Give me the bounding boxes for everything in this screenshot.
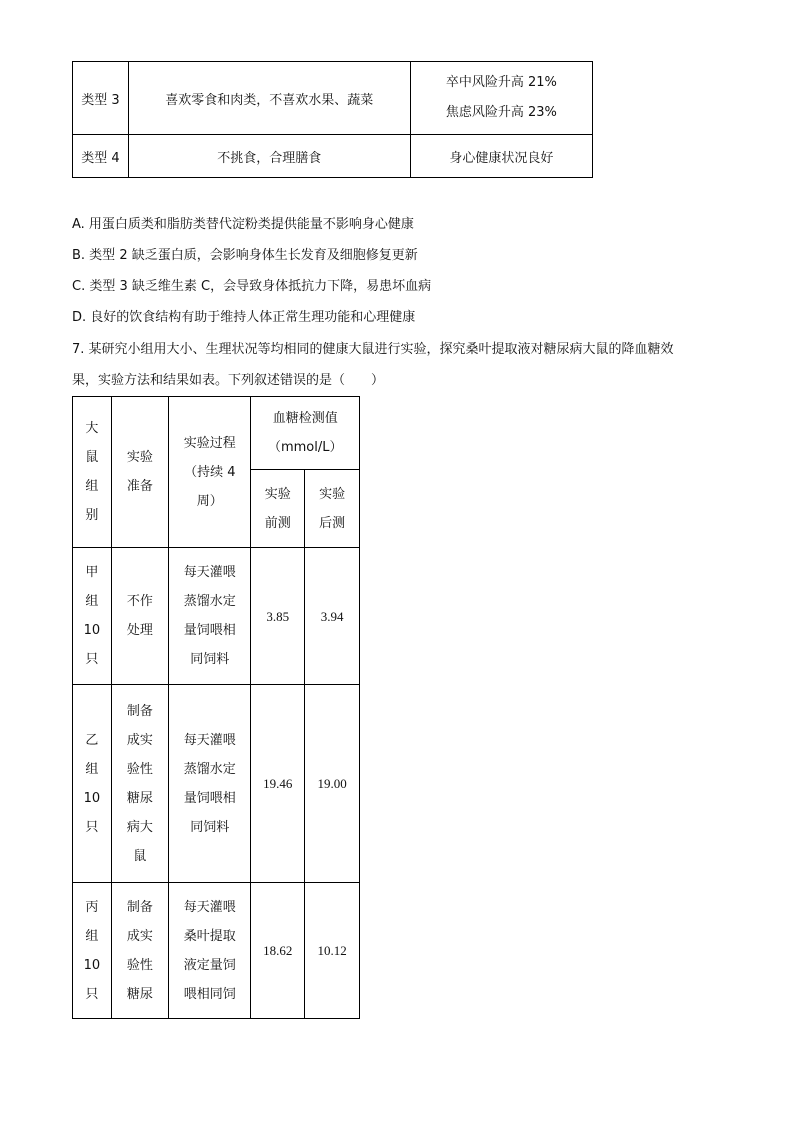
outcome-line: 卒中风险升高 21% bbox=[445, 75, 557, 90]
table-row bbox=[73, 883, 360, 1019]
diet-type-cell: 类型 4 bbox=[73, 135, 129, 178]
header-row bbox=[73, 397, 360, 470]
before-value: 19.46 bbox=[251, 685, 305, 883]
option-c: C. 类型 3 缺乏维生素 C，会导致身体抵抗力下降，易患坏血病 bbox=[72, 279, 432, 294]
after-value: 19.00 bbox=[305, 685, 360, 883]
question-line: 7. 某研究小组用大小、生理状况等均相同的健康大鼠进行实验，探究桑叶提取液对糖尿病大鼠的降血糖效 bbox=[72, 342, 674, 357]
prep-cell: 不作 处理 bbox=[111, 548, 168, 685]
diet-habit-cell: 喜欢零食和肉类，不喜欢水果、蔬菜 bbox=[128, 62, 410, 135]
table-row bbox=[73, 135, 593, 178]
table-row bbox=[73, 62, 593, 135]
header-before: 实验 前测 bbox=[251, 470, 305, 548]
option-a: A. 用蛋白质类和脂肪类替代淀粉类提供能量不影响身心健康 bbox=[72, 217, 414, 232]
header-prep: 实验 准备 bbox=[111, 397, 168, 548]
question-7 bbox=[72, 334, 732, 396]
header-group: 大 鼠 组 别 bbox=[73, 397, 112, 548]
process-cell: 每天灌喂 桑叶提取 液定量饲 喂相同饲 bbox=[169, 883, 251, 1019]
diet-type-cell: 类型 3 bbox=[73, 62, 129, 135]
diet-outcome-cell bbox=[410, 62, 592, 135]
header-process: 实验过程 （持续 4 周） bbox=[169, 397, 251, 548]
prep-cell: 制备 成实 验性 糖尿 病大 鼠 bbox=[111, 685, 168, 883]
group-cell: 乙 组 10 只 bbox=[73, 685, 112, 883]
question-line: 果，实验方法和结果如表。下列叙述错误的是（ ） bbox=[72, 373, 385, 388]
outcome-line: 焦虑风险升高 23% bbox=[445, 105, 557, 120]
after-value: 3.94 bbox=[305, 548, 360, 685]
before-value: 18.62 bbox=[251, 883, 305, 1019]
diet-habit-cell: 不挑食，合理膳食 bbox=[128, 135, 410, 178]
group-cell: 甲 组 10 只 bbox=[73, 548, 112, 685]
table-row bbox=[73, 548, 360, 685]
prep-cell: 制备 成实 验性 糖尿 bbox=[111, 883, 168, 1019]
header-glucose: 血糖检测值 （mmol/L） bbox=[251, 397, 360, 470]
option-d: D. 良好的饮食结构有助于维持人体正常生理功能和心理健康 bbox=[72, 310, 416, 325]
after-value: 10.12 bbox=[305, 883, 360, 1019]
process-cell: 每天灌喂 蒸馏水定 量饲喂相 同饲料 bbox=[169, 685, 251, 883]
process-cell: 每天灌喂 蒸馏水定 量饲喂相 同饲料 bbox=[169, 548, 251, 685]
header-after: 实验 后测 bbox=[305, 470, 360, 548]
before-value: 3.85 bbox=[251, 548, 305, 685]
table-row bbox=[73, 685, 360, 883]
group-cell: 丙 组 10 只 bbox=[73, 883, 112, 1019]
diet-type-table bbox=[72, 61, 593, 178]
diet-outcome-cell: 身心健康状况良好 bbox=[410, 135, 592, 178]
rat-experiment-table bbox=[72, 396, 360, 1019]
option-b: B. 类型 2 缺乏蛋白质，会影响身体生长发育及细胞修复更新 bbox=[72, 248, 418, 263]
